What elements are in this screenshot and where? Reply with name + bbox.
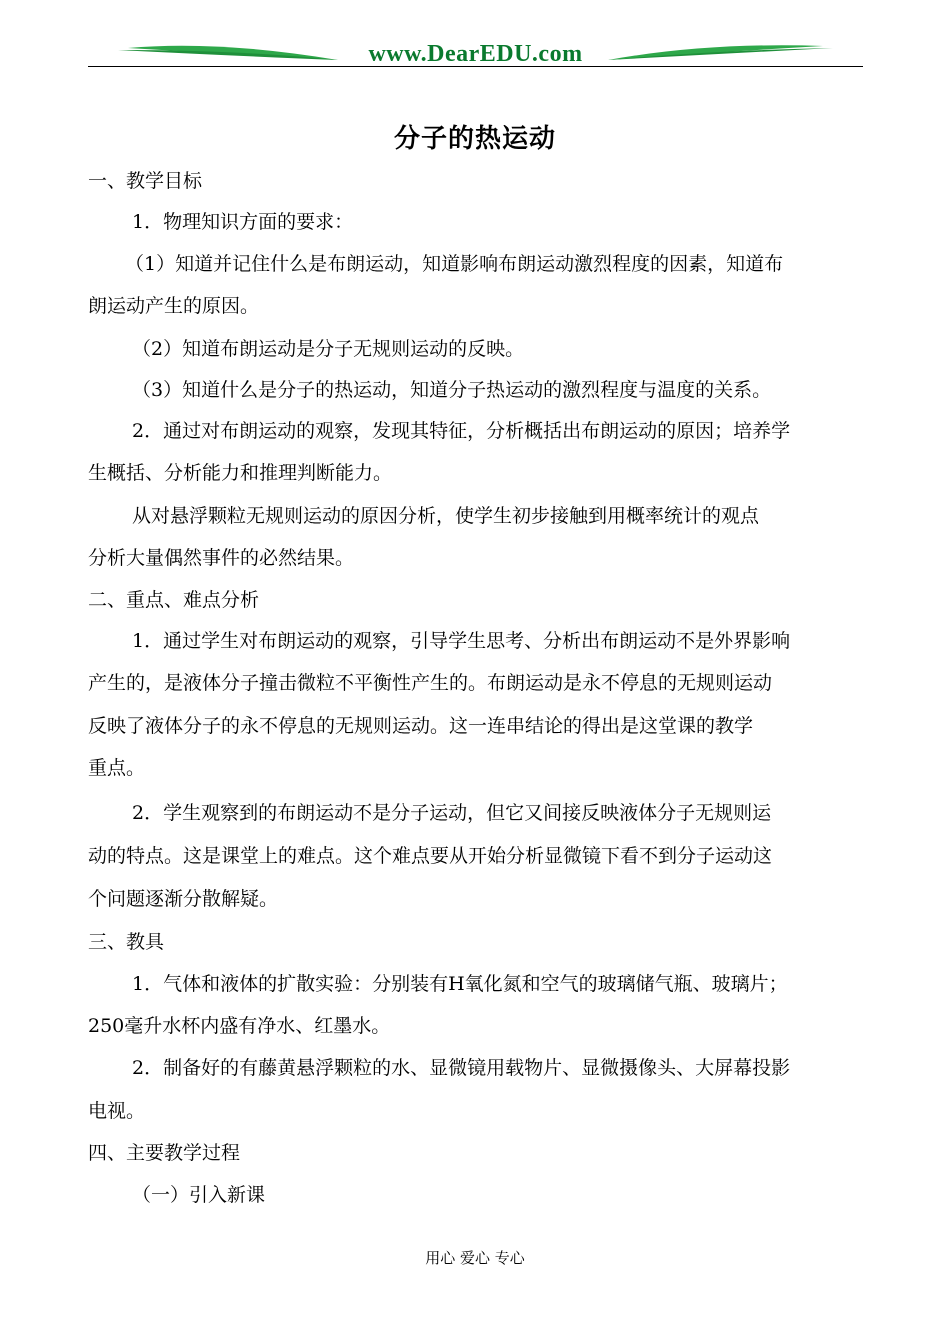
paragraph-line: （1）知道并记住什么是布朗运动，知道影响布朗运动激烈程度的因素，知道布 bbox=[125, 253, 784, 275]
paragraph-line: 2．通过对布朗运动的观察，发现其特征，分析概括出布朗运动的原因；培养学 bbox=[132, 420, 791, 442]
paragraph-line: （3）知道什么是分子的热运动，知道分子热运动的激烈程度与温度的关系。 bbox=[132, 379, 772, 401]
site-url-logo: www.DearEDU.com bbox=[368, 41, 583, 67]
page-title: 分子的热运动 bbox=[393, 124, 556, 154]
paragraph-line: 2．制备好的有藤黄悬浮颗粒的水、显微镜用载物片、显微摄像头、大屏幕投影 bbox=[132, 1057, 791, 1079]
paragraph-line: 电视。 bbox=[88, 1100, 146, 1122]
paragraph-line: 从对悬浮颗粒无规则运动的原因分析，使学生初步接触到用概率统计的观点 bbox=[132, 505, 760, 527]
section-heading: 一、教学目标 bbox=[88, 170, 203, 192]
paragraph-line: 动的特点。这是课堂上的难点。这个难点要从开始分析显微镜下看不到分子运动这 bbox=[88, 845, 773, 867]
site-header bbox=[88, 38, 863, 68]
paragraph-line: （2）知道布朗运动是分子无规则运动的反映。 bbox=[132, 338, 525, 360]
paragraph-line: 2．学生观察到的布朗运动不是分子运动，但它又间接反映液体分子无规则运 bbox=[132, 802, 772, 824]
section-heading: 四、主要教学过程 bbox=[88, 1142, 241, 1164]
paragraph-line: 1．通过学生对布朗运动的观察，引导学生思考、分析出布朗运动不是外界影响 bbox=[132, 630, 791, 652]
paragraph-line: 朗运动产生的原因。 bbox=[88, 295, 260, 317]
paragraph-line: 反映了液体分子的永不停息的无规则运动。这一连串结论的得出是这堂课的教学 bbox=[88, 715, 754, 737]
paragraph-line: 分析大量偶然事件的必然结果。 bbox=[88, 547, 355, 569]
subsection-heading: （一）引入新课 bbox=[132, 1184, 266, 1206]
paragraph-line: 1．物理知识方面的要求： bbox=[132, 211, 354, 233]
paragraph-line: 250毫升水杯内盛有净水、红墨水。 bbox=[88, 1015, 391, 1037]
section-heading: 三、教具 bbox=[88, 931, 165, 953]
paragraph-line: 产生的，是液体分子撞击微粒不平衡性产生的。布朗运动是永不停息的无规则运动 bbox=[88, 672, 773, 694]
paragraph-line: 重点。 bbox=[88, 757, 146, 779]
section-heading: 二、重点、难点分析 bbox=[88, 589, 260, 611]
page-footer: 用心 爱心 专心 bbox=[425, 1249, 525, 1267]
paragraph-line: 1．气体和液体的扩散实验：分别装有H氧化氮和空气的玻璃储气瓶、玻璃片； bbox=[132, 973, 788, 995]
paragraph-line: 个问题逐渐分散解疑。 bbox=[88, 888, 279, 910]
paragraph-line: 生概括、分析能力和推理判断能力。 bbox=[88, 462, 393, 484]
header-rule bbox=[88, 66, 863, 67]
